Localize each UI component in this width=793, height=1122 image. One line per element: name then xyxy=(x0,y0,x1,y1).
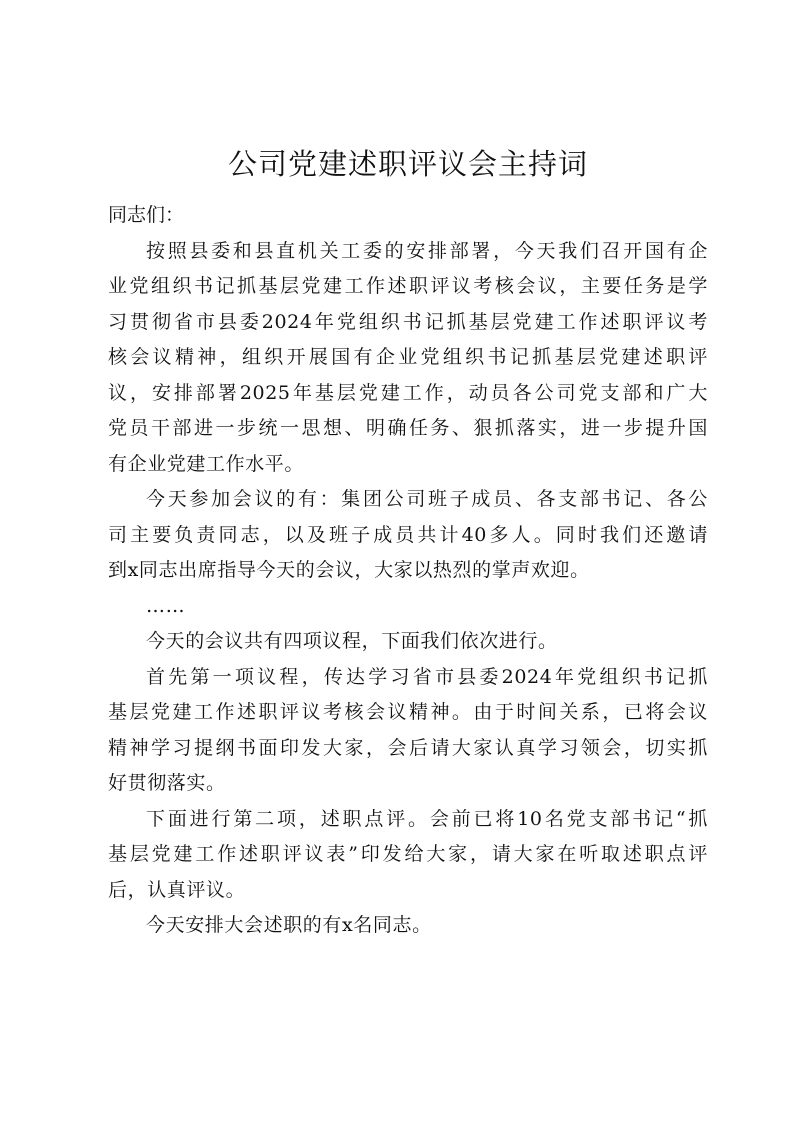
paragraph-line: 核会议精神，组织开展国有企业党组织书记抓基层党建述职评 xyxy=(108,346,708,368)
salutation: 同志们： xyxy=(108,204,185,226)
paragraph-line: …… xyxy=(146,594,186,617)
paragraph-line: 议，安排部署2025年基层党建工作，动员各公司党支部和广大 xyxy=(108,381,708,404)
body-paragraph xyxy=(108,660,708,802)
paragraph-line: 今天参加会议的有：集团公司班子成员、各支部书记、各公 xyxy=(146,488,708,510)
body-paragraph xyxy=(108,908,708,944)
paragraph-line: 今天的会议共有四项议程，下面我们依次进行。 xyxy=(146,630,558,652)
paragraph-line: 首先第一项议程，传达学习省市县委2024年党组织书记抓 xyxy=(146,665,708,688)
paragraph-line: 后，认真评议。 xyxy=(108,878,246,901)
paragraph-line: 司主要负责同志，以及班子成员共计40多人。同时我们还邀请 xyxy=(108,523,708,546)
paragraph-line: 按照县委和县直机关工委的安排部署，今天我们召开国有企 xyxy=(146,239,708,262)
document-title: 公司党建述职评议会主持词 xyxy=(227,147,588,181)
body-paragraph xyxy=(108,234,708,483)
paragraph-line: 今天安排大会述职的有x名同志。 xyxy=(146,914,432,936)
paragraph-line: 业党组织书记抓基层党建工作述职评议考核会议，主要任务是学 xyxy=(108,275,708,297)
document-page xyxy=(108,140,708,944)
paragraph-line: 基层党建工作述职评议表”印发给大家，请大家在听取述职点评 xyxy=(108,843,708,865)
paragraph-line: 精神学习提纲书面印发大家，会后请大家认真学习领会，切实抓 xyxy=(108,736,708,759)
paragraph-line: 基层党建工作述职评议考核会议精神。由于时间关系，已将会议 xyxy=(108,701,708,723)
paragraph-line: 到x同志出席指导今天的会议，大家以热烈的掌声欢迎。 xyxy=(108,559,590,581)
paragraph-line: 习贯彻省市县委2024年党组织书记抓基层党建工作述职评议考 xyxy=(108,310,708,333)
document-body xyxy=(108,234,708,944)
body-paragraph xyxy=(108,802,708,909)
paragraph-line: 下面进行第二项，述职点评。会前已将10名党支部书记“抓 xyxy=(146,807,708,830)
body-paragraph xyxy=(108,624,708,660)
paragraph-line: 党员干部进一步统一思想、明确任务、狠抓落实，进一步提升国 xyxy=(108,417,708,439)
paragraph-line: 好贯彻落实。 xyxy=(108,772,226,794)
paragraph-line: 有企业党建工作水平。 xyxy=(108,452,305,475)
body-paragraph xyxy=(108,482,708,589)
body-paragraph xyxy=(108,589,708,625)
